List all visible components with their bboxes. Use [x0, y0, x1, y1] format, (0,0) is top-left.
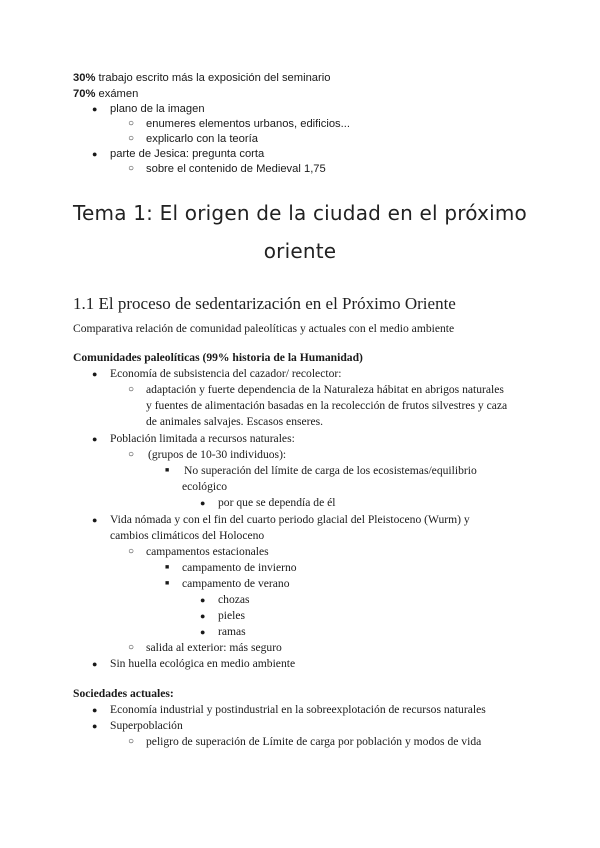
actual-heading-text: Sociedades actuales:: [73, 687, 174, 700]
list-item: Economía de subsistencia del cazador/ recolector:: [110, 367, 342, 380]
bullet-dot-icon: ●: [200, 611, 206, 621]
list-item: plano de la imagen: [110, 103, 205, 115]
page-title-line2: oriente: [263, 239, 337, 263]
bullet-circle-icon: ○: [128, 546, 135, 557]
list-item: parte de Jesica: pregunta corta: [110, 148, 265, 160]
bullet-dot-icon: ●: [92, 659, 98, 669]
list-item: salida al exterior: más seguro: [146, 641, 282, 654]
list-item: campamentos estacionales: [146, 545, 269, 558]
list-item: pieles: [218, 609, 246, 622]
list-item: ramas: [218, 625, 246, 638]
list-item: chozas: [218, 593, 250, 606]
list-item: peligro de superación de Límite de carga por población y modos de vida: [146, 735, 482, 748]
list-item: Superpoblación: [110, 719, 183, 732]
list-item-cont: y fuentes de alimentación basadas en la recolección de frutos silvestres y caza: [146, 399, 508, 412]
bullet-square-icon: ■: [165, 580, 170, 587]
bullet-circle-icon: ○: [128, 118, 135, 129]
bullet-dot-icon: ●: [92, 515, 98, 525]
grading-text-70: exámen: [95, 88, 139, 100]
list-item: campamento de verano: [182, 577, 290, 590]
bullet-dot-icon: ●: [92, 369, 98, 379]
page-title-line1: Tema 1: El origen de la ciudad en el próximo: [73, 201, 527, 225]
list-item: Población limitada a recursos naturales:: [110, 432, 295, 445]
actual-heading: [73, 686, 174, 702]
list-item: Economía industrial y postindustrial en la sobreexplotación de recursos naturales: [110, 703, 486, 716]
bullet-circle-icon: ○: [128, 384, 135, 395]
bullet-circle-icon: ○: [128, 642, 135, 653]
list-item: por que se dependía de él: [218, 496, 336, 509]
bullet-circle-icon: ○: [128, 449, 135, 460]
bullet-square-icon: ■: [165, 564, 170, 571]
percent-70: 70%: [73, 88, 96, 100]
list-item: sobre el contenido de Medieval 1,75: [146, 163, 326, 175]
list-item-cont: de animales salvajes. Escasos enseres.: [146, 415, 324, 428]
list-item: campamento de invierno: [182, 561, 297, 574]
list-item: enumeres elementos urbanos, edificios...: [146, 118, 350, 130]
list-item: No superación del límite de carga de los ecosistemas/equilibrio: [184, 464, 477, 477]
list-item-cont: ecológico: [182, 480, 228, 493]
bullet-dot-icon: ●: [200, 595, 206, 605]
bullet-dot-icon: ●: [92, 149, 98, 159]
bullet-circle-icon: ○: [128, 163, 135, 174]
bullet-dot-icon: ●: [92, 721, 98, 731]
list-item: adaptación y fuerte dependencia de la Naturaleza hábitat en abrigos naturales: [146, 383, 504, 396]
list-item: explicarlo con la teoría: [146, 133, 258, 145]
bullet-circle-icon: ○: [128, 133, 135, 144]
paleo-heading: [73, 350, 363, 366]
bullet-dot-icon: ●: [92, 104, 98, 114]
paleo-heading-text: Comunidades paleolíticas (99% historia de la Humanidad): [73, 351, 363, 364]
bullet-dot-icon: ●: [200, 627, 206, 637]
percent-30: 30%: [73, 72, 96, 84]
bullet-dot-icon: ●: [200, 498, 206, 508]
list-item: (grupos de 10-30 individuos):: [148, 448, 287, 461]
section-heading: 1.1 El proceso de sedentarización en el Próximo Oriente: [73, 294, 456, 313]
bullet-square-icon: ■: [165, 467, 170, 474]
list-item: Sin huella ecológica en medio ambiente: [110, 657, 296, 670]
grading-line-30: [73, 70, 330, 86]
bullet-circle-icon: ○: [128, 736, 135, 747]
grading-line-70: [73, 86, 138, 102]
grading-text-30: trabajo escrito más la exposición del seminario: [95, 72, 331, 84]
section-intro: Comparativa relación de comunidad paleolíticas y actuales con el medio ambiente: [73, 322, 455, 335]
bullet-dot-icon: ●: [92, 705, 98, 715]
list-item-cont: cambios climáticos del Holoceno: [110, 529, 265, 542]
list-item: Vida nómada y con el fin del cuarto periodo glacial del Pleistoceno (Wurm) y: [110, 513, 470, 526]
bullet-dot-icon: ●: [92, 434, 98, 444]
